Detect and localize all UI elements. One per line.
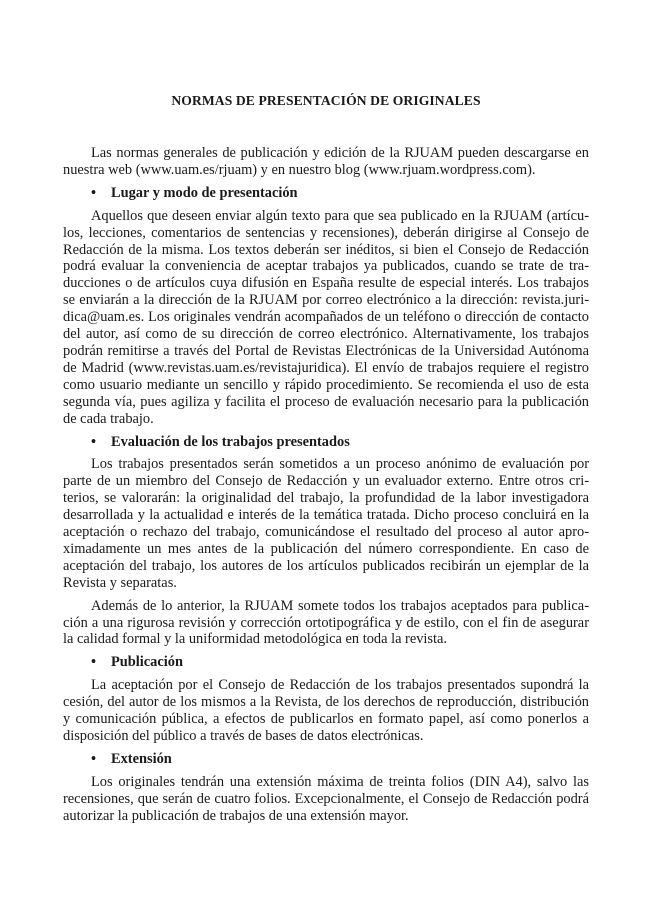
intro-paragraph: Las normas generales de publicación y edición de la RJUAM pueden descargarse en nuestra web (www.uam.es/rjuam) y en nuestro blog (www.rjuam.wordpress.com). bbox=[63, 145, 589, 178]
section-heading-evaluacion bbox=[63, 434, 589, 451]
section-heading-label: Extensión bbox=[111, 750, 172, 767]
bullet-icon: • bbox=[91, 750, 97, 767]
document-page bbox=[63, 92, 589, 831]
bullet-icon: • bbox=[91, 654, 97, 671]
page-title: NORMAS DE PRESENTACIÓN DE ORIGINALES bbox=[171, 93, 481, 108]
bullet-icon: • bbox=[91, 184, 97, 201]
section-paragraph: Los originales tendrán una extensión máxima de treinta folios (DIN A4), salvo las recensiones, que serán de cuatro folios. Excepcionalmente, el Consejo de Redacción podrá autorizar la publicación de trabajos de una extensión mayor. bbox=[63, 773, 589, 824]
bullet-icon: • bbox=[91, 433, 97, 450]
section-heading-label: Lugar y modo de presentación bbox=[111, 184, 298, 201]
section-paragraph: Además de lo anterior, la RJUAM somete todos los trabajos aceptados para publicación a una rigurosa revisión y corrección ortotipográfica y de estilo, con el fin de asegurar la calidad formal y la uniformidad metodológica en toda la revista. bbox=[63, 597, 589, 648]
section-paragraph: La aceptación por el Consejo de Redacción de los trabajos presentados supondrá la cesión, del autor de los mismos a la Revista, de los derechos de reproducción, distribución y comunicación pública, a efectos de publicarlos en formato papel, así como ponerlos a disposición del público a través de bases de datos electrónicas. bbox=[63, 677, 589, 744]
section-heading-publicacion bbox=[63, 654, 589, 671]
section-heading-lugar bbox=[63, 185, 589, 202]
section-heading-label: Publicación bbox=[111, 654, 183, 671]
section-heading-label: Evaluación de los trabajos presentados bbox=[111, 433, 350, 450]
section-heading-extension bbox=[63, 751, 589, 768]
section-paragraph: Aquellos que deseen enviar algún texto para que sea publicado en la RJUAM (artículos, lecciones, comentarios de sentencias y recensiones), deberán dirigirse al Consejo de Redacción de la misma. Los textos deberán ser inéditos, si bien el Consejo de Redacción podrá evaluar la conveniencia de aceptar trabajos ya publicados, cuando se trate de traducciones o de artículos cuya difusión en España resulte de especial interés. Los trabajos se enviarán a la dirección de la RJUAM por correo electrónico a la dirección: revista.juridica@uam.es. Los originales vendrán acompañados de un teléfono o dirección de contacto del autor, así como de su dirección de correo electrónico. Alternativamente, los trabajos podrán remitirse a través del Portal de Revistas Electrónicas de la Universidad Autónoma de Madrid (www.revistas.uam.es/revistajuridica). El envío de trabajos requiere el registro como usuario mediante un sencillo y rápido procedimiento. Se recomienda el uso de esta segunda vía, pues agiliza y facilita el proceso de evaluación necesario para la publicación de cada trabajo. bbox=[63, 207, 589, 427]
section-paragraph: Los trabajos presentados serán sometidos a un proceso anónimo de evaluación por parte de un miembro del Consejo de Redacción y un evaluador externo. Entre otros criterios, se valorarán: la originalidad del trabajo, la profundidad de la labor investigadora desarrollada y la actualidad e interés de la temática tratada. Dicho proceso concluirá en la aceptación o rechazo del trabajo, comunicándose el resultado del proceso al autor aproximadamente un mes antes de la publicación del número correspondiente. En caso de aceptación del trabajo, los autores de los artículos publicados recibirán un ejemplar de la Revista y separatas. bbox=[63, 456, 589, 591]
